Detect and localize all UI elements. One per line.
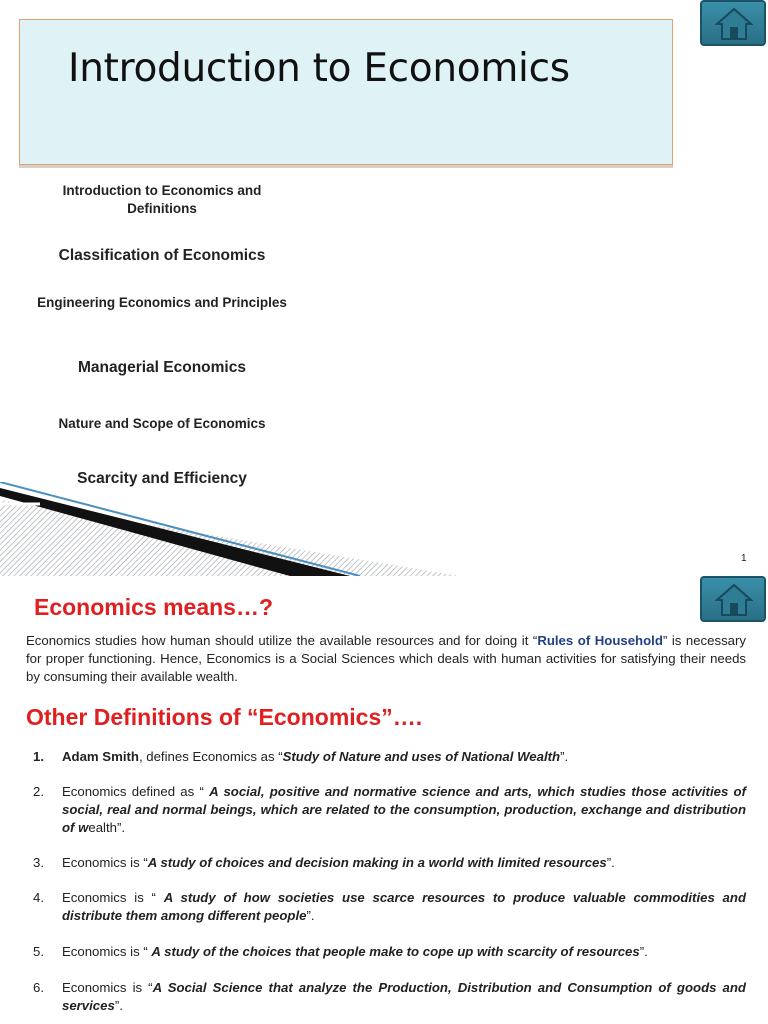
definition-suffix: ”. [114, 998, 123, 1013]
rules-of-household-highlight: Rules of Household [537, 633, 663, 648]
definition-suffix: ealth”. [88, 820, 126, 835]
definition-number: 6. [33, 980, 44, 995]
definition-suffix: ”. [606, 855, 615, 870]
home-button[interactable] [700, 0, 766, 46]
definition-prefix: Economics is “ [62, 980, 153, 995]
definition-author: Adam Smith [62, 749, 139, 764]
definition-number: 3. [33, 855, 44, 870]
definition-prefix: Economics is “ [62, 890, 164, 905]
definition-number: 5. [33, 944, 44, 959]
definition-number: 1. [33, 749, 44, 764]
intro-text: Economics studies how human should utilize the available resources and for doing it “ [26, 633, 538, 648]
definition-quote: A study of choices and decision making in a world with limited resources [147, 855, 607, 870]
definition-item-5 [26, 943, 746, 961]
definition-suffix: ”. [306, 908, 315, 923]
definition-item-1 [26, 748, 746, 766]
definition-item-2 [26, 783, 746, 837]
home-button[interactable] [700, 576, 766, 622]
definition-quote: A study of how societies use scarce resources to produce valuable commodities and distribute them among different people [62, 890, 746, 923]
topic-item-2: Classification of Economics [58, 247, 266, 264]
intro-paragraph [26, 632, 746, 686]
definition-prefix: Economics defined as “ [62, 784, 210, 799]
definition-quote: Study of Nature and uses of National Wealth [282, 749, 561, 764]
home-icon [715, 583, 753, 617]
topic-item-5: Nature and Scope of Economics [58, 416, 266, 431]
topic-item-1: Introduction to Economics and Definitions [62, 183, 262, 216]
home-icon [715, 7, 753, 41]
definition-number: 4. [33, 890, 44, 905]
definition-quote: A social, positive and normative science and arts, which studies those activities of social, real and normal beings, which are related to the consumption, production, exchange and distribution of w [62, 784, 746, 835]
page-number: 1 [741, 553, 747, 564]
definition-prefix: , defines Economics as “ [138, 749, 283, 764]
topic-item-6: Scarcity and Efficiency [77, 470, 247, 487]
definition-prefix: Economics is “ [62, 944, 152, 959]
intro-text-continued: ” is necessary for proper functioning. Hence, Economics is a Social Sciences which deals with human activities for satisfying their needs by consuming their available wealth. [26, 633, 746, 684]
slide-2 [0, 576, 768, 1024]
definition-prefix: Economics is “ [62, 855, 148, 870]
definition-number: 2. [33, 784, 44, 799]
definition-suffix: ”. [560, 749, 569, 764]
definition-item-6 [26, 979, 746, 1015]
definition-item-4 [26, 889, 746, 925]
definitions-heading: Other Definitions of “Economics”…. [26, 704, 423, 730]
page-title: Introduction to Economics [68, 46, 570, 91]
definition-item-3 [26, 854, 746, 872]
section-heading: Economics means…? [34, 594, 274, 620]
definition-suffix: ”. [639, 944, 648, 959]
title-box [19, 19, 673, 165]
topic-item-4: Managerial Economics [78, 359, 246, 376]
definition-quote: A study of the choices that people make to cope up with scarcity of resources [151, 944, 640, 959]
decorative-swoosh [0, 482, 460, 576]
topic-item-3: Engineering Economics and Principles [37, 295, 287, 310]
definition-quote: A Social Science that analyze the Production, Distribution and Consumption of goods and services [62, 980, 746, 1013]
